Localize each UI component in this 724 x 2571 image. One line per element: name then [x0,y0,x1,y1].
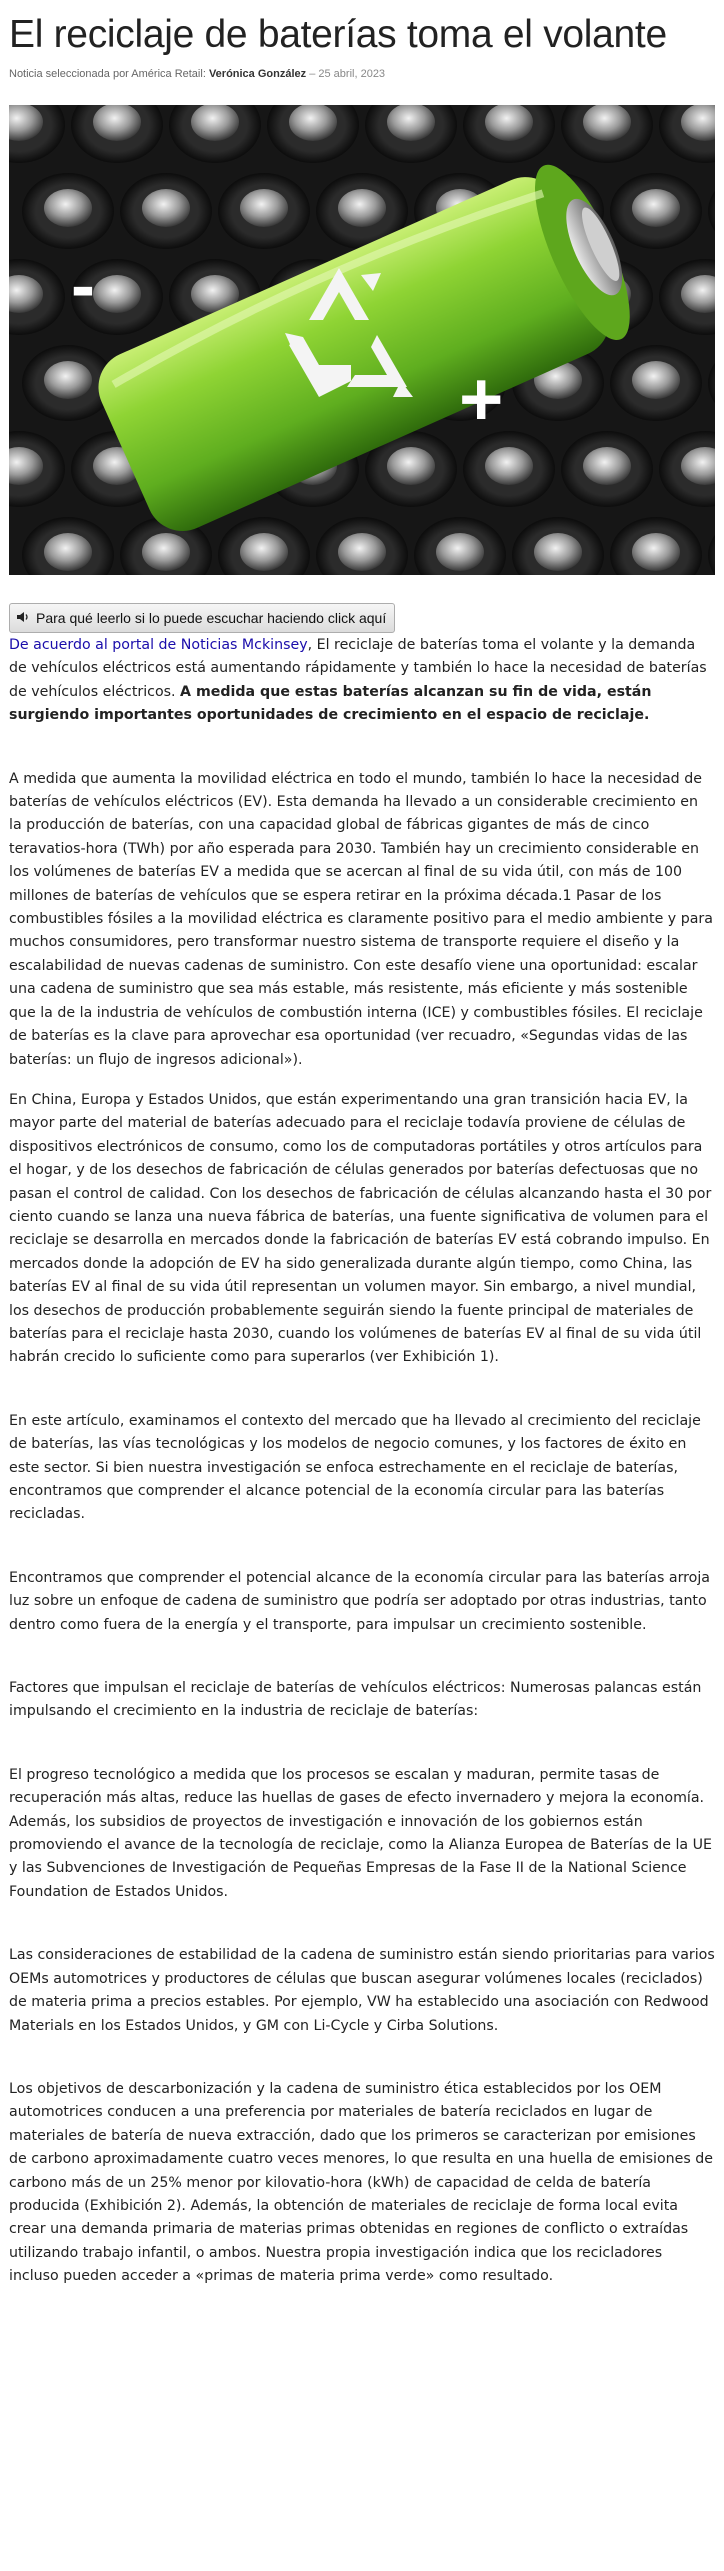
background-cell-terminal [632,533,680,571]
background-cell-terminal [632,361,680,399]
author-name[interactable]: Verónica González [208,68,307,80]
background-cell-terminal [142,533,190,571]
lead-bold: A medida que estas baterías alcanzan su fin de vida, están surgiendo importantes oportunidades de crecimiento en el espacio de reciclaje. [9,683,652,724]
article-meta [9,68,715,84]
speaker-icon [16,610,30,627]
body-paragraph: En este artículo, examinamos el contexto del mercado que ha llevado al crecimiento del reciclaje de baterías, las vías tecnológicas y los modelos de negocio comunes, y los factores de éxito en este sector. Si bien nuestra investigación se enfoca estrechamente en el reciclaje de baterías, encontramos que comprender el alcance potencial de la economía circular para las baterías recicladas. [9,1412,701,1523]
background-cell-terminal [436,533,484,571]
lead-text: , El reciclaje de baterías toma el volante y la demanda de vehículos eléctricos está aumentando rápidamente y también lo hace la necesidad de baterías de vehículos eléctricos. [9,637,707,700]
background-cell-terminal [240,189,288,227]
plus-sign: + [459,357,504,442]
body-paragraph: Factores que impulsan el reciclaje de baterías de vehículos eléctricos: Numerosas palancas están impulsando el crecimiento en la industria de reciclaje de baterías: [9,1680,702,1720]
background-cell-terminal [44,533,92,571]
lead-paragraph [9,634,715,728]
background-cell-terminal [44,189,92,227]
page-title: El reciclaje de baterías toma el volante [9,13,667,56]
background-cell-terminal [240,533,288,571]
body-paragraph: A medida que aumenta la movilidad eléctrica en todo el mundo, también lo hace la necesidad de baterías de vehículos eléctricos (EV). Esta demanda ha llevado a un considerable crecimiento en la producción de baterías, con una capacidad global de fábricas gigantes de más de cinco teravatios-hora (TWh) por año esperada para 2030. También hay un crecimiento considerable en los volúmenes de baterías EV a medida que se acercan al final de su vida útil, con más de 100 millones de baterías de vehículos que se espera retirar en la próxima década.1 Pasar de los combustibles fósiles a la movilidad eléctrica es claramente positivo para el medio ambiente y para muchos consumidores, pero transformar nuestro sistema de transporte requiere el diseño y la escalabilidad de nuevas cadenas de suministro. Con este desafío viene una oportunidad: escalar una cadena de suministro que sea más estable, más resistente, más eficiente y más sostenible que la de la industria de vehículos de combustión interna (ICE) y combustibles fósiles. El reciclaje de baterías es la clave para aprovechar esa oportunidad (ver recuadro, «Segundas vidas de las baterías: un flujo de ingresos adicional»). [9,770,713,1068]
body-paragraph: Encontramos que comprender el potencial alcance de la economía circular para las baterías arroja luz sobre un enfoque de cadena de suministro que podría ser adoptado por otras industrias, tanto dentro como fuera de la energía y el transporte, para impulsar un crecimiento sostenible. [9,1569,710,1633]
mckinsey-source-link[interactable]: De acuerdo al portal de Noticias Mckinsey [9,637,308,653]
background-cell-terminal [632,189,680,227]
meta-separator: – [309,68,316,80]
publish-date: 25 abril, 2023 [318,68,386,80]
background-cell-terminal [338,189,386,227]
background-cell-terminal [93,275,141,313]
battery-recycling-illustration [9,105,715,575]
minus-sign: - [71,246,95,326]
background-cell-terminal [44,361,92,399]
background-cell-terminal [583,447,631,485]
meta-prefix: Noticia seleccionada por América Retail: [9,68,206,80]
background-cell-terminal [485,447,533,485]
body-paragraph: Los objetivos de descarbonización y la cadena de suministro ética establecidos por los OEM automotrices conducen a una preferencia por materiales de batería reciclados en lugar de materiales de batería de nueva extracción, dado que los primeros se caracterizan por emisiones de carbono aproximadamente cuatro veces menores, lo que resulta en una huella de emisiones de carbono más de un 25% menor por kilovatio-hora (kWh) de capacidad de celda de batería producida (Exhibición 2). Además, la obtención de materiales de reciclaje de forma local evita crear una demanda primaria de materias primas obtenidas en regiones de conflicto o extraídas utilizando trabajo infantil, o ambos. Nuestra propia investigación indica que los recicladores incluso pueden acceder a «primas de materia prima verde» como resultado. [9,2080,714,2285]
body-paragraph: Las consideraciones de estabilidad de la cadena de suministro están siendo prioritarias para varios OEMs automotrices y productores de células que buscan asegurar volúmenes locales (reciclados) de materia prima a precios estables. Por ejemplo, VW ha establecido una asociación con Redwood Materials en los Estados Unidos, y GM con Li-Cycle y Cirba Solutions. [9,1947,715,2034]
background-cell-terminal [534,533,582,571]
article-body [9,634,715,2289]
body-paragraph: En China, Europa y Estados Unidos, que están experimentando una gran transición hacia EV, la mayor parte del material de baterías adecuado para el reciclaje todavía proviene de células de dispositivos electrónicos de consumo, como los de computadoras portátiles y otros artículos para el hogar, y de los desechos de fabricación de células generados por baterías defectuosas que no pasan el control de calidad. Con los desechos de fabricación de células alcanzando hasta el 30 por ciento cuando se lanza una nueva fábrica de baterías, una fuente significativa de volumen para el reciclaje se desarrolla en mercados donde la fabricación de baterías EV está cobrando impulso. En mercados donde la adopción de EV ha sido generalizada durante algún tiempo, como China, las baterías EV al final de su vida útil representan un volumen mayor. Sin embargo, a nivel mundial, los desechos de producción probablemente seguirán siendo la fuente principal de materiales de baterías para el reciclaje hasta 2030, cuando los volúmenes de baterías EV al final de su vida útil habrán crecido lo suficiente como para superarlos (ver Exhibición 1). [9,1091,712,1366]
background-cell-terminal [142,189,190,227]
body-paragraph: El progreso tecnológico a medida que los procesos se escalan y maduran, permite tasas de recuperación más altas, reduce las huellas de gases de efecto invernadero y mejora la economía. Además, los subsidios de proyectos de investigación e innovación de los gobiernos están promoviendo el avance de la tecnología de reciclaje, como la Alianza Europea de Baterías de la UE y las Subvenciones de Investigación de Pequeñas Empresas de la Fase II de la National Science Foundation de Estados Unidos. [9,1766,712,1900]
listen-audio-button[interactable] [9,603,395,633]
background-cell-terminal [338,533,386,571]
background-cell-terminal [387,447,435,485]
article [9,0,715,2289]
hero-image [9,105,715,575]
listen-audio-label: Para qué leerlo si lo puede escuchar haciendo click aquí [36,610,387,626]
